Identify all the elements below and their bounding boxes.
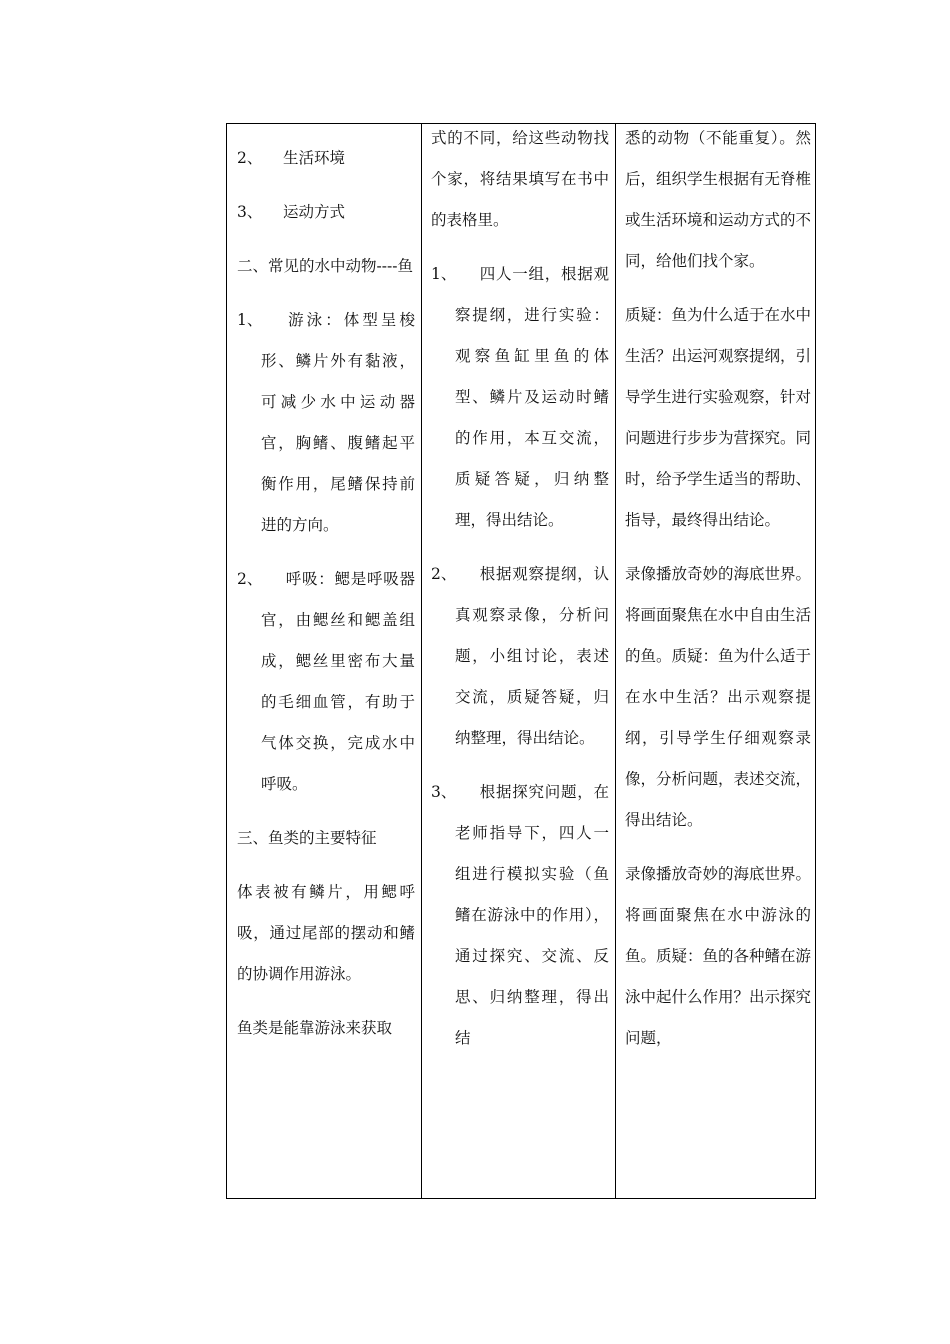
- content-paragraph: 体表被有鳞片，用鳃呼吸，通过尾部的摆动和鳍的协调作用游泳。: [237, 883, 415, 983]
- content-subitem: 2、 呼吸：鳃是呼吸器官，由鳃丝和鳃盖组成，鳃丝里密布大量的毛细血管，有助于气体交换，完成水中呼吸。: [237, 570, 415, 793]
- activity-item: 3、 根据探究问题，在老师指导下，四人一组进行模拟实验（鱼鳍在游泳中的作用），通过探究、交流、反思、归纳整理，得出结: [431, 783, 609, 1047]
- section-heading: 二、常见的水中动物----鱼: [237, 257, 413, 275]
- content-subitem: 1、 游泳：体型呈梭形、鳞片外有黏液，可减少水中运动器官，胸鳍、腹鳍起平衡作用，尾鳍保持前进的方向。: [237, 311, 415, 534]
- column-divider: [421, 124, 422, 1198]
- student-activity-column: [431, 124, 609, 1198]
- activity-item: 2、 根据观察提纲，认真观察录像，分析问题，小组讨论，表述交流，质疑答疑，归纳整理，得出结论。: [431, 565, 609, 747]
- teacher-activity-column: [625, 124, 811, 1198]
- lesson-table: [226, 123, 816, 1199]
- teacher-paragraph: 录像播放奇妙的海底世界。将画面聚焦在水中自由生活的鱼。质疑：鱼为什么适于在水中生活？出示观察提纲，引导学生仔细观察录像，分析问题，表述交流，得出结论。: [625, 565, 811, 829]
- activity-item: 1、 四人一组，根据观察提纲，进行实验：观察鱼缸里鱼的体型、鳞片及运动时鳍的作用，本互交流，质疑答疑，归纳整理，得出结论。: [431, 265, 609, 529]
- content-column: [237, 124, 415, 1198]
- content-paragraph: 鱼类是能靠游泳来获取: [237, 1019, 393, 1037]
- activity-paragraph: 式的不同，给这些动物找个家，将结果填写在书中的表格里。: [431, 129, 609, 229]
- column-divider: [615, 124, 616, 1198]
- section-heading: 三、鱼类的主要特征: [237, 829, 377, 847]
- content-item: 2、 生活环境: [237, 149, 346, 167]
- teacher-paragraph: 录像播放奇妙的海底世界。将画面聚焦在水中游泳的鱼。质疑：鱼的各种鳍在游泳中起什么作用？出示探究问题，: [625, 865, 811, 1047]
- content-item: 3、 运动方式: [237, 203, 346, 221]
- teacher-paragraph: 悉的动物（不能重复）。然后，组织学生根据有无脊椎或生活环境和运动方式的不同，给他们找个家。: [625, 129, 811, 270]
- teacher-paragraph: 质疑：鱼为什么适于在水中生活？出运河观察提纲，引导学生进行实验观察，针对问题进行步步为营探究。同时，给予学生适当的帮助、指导，最终得出结论。: [625, 306, 811, 529]
